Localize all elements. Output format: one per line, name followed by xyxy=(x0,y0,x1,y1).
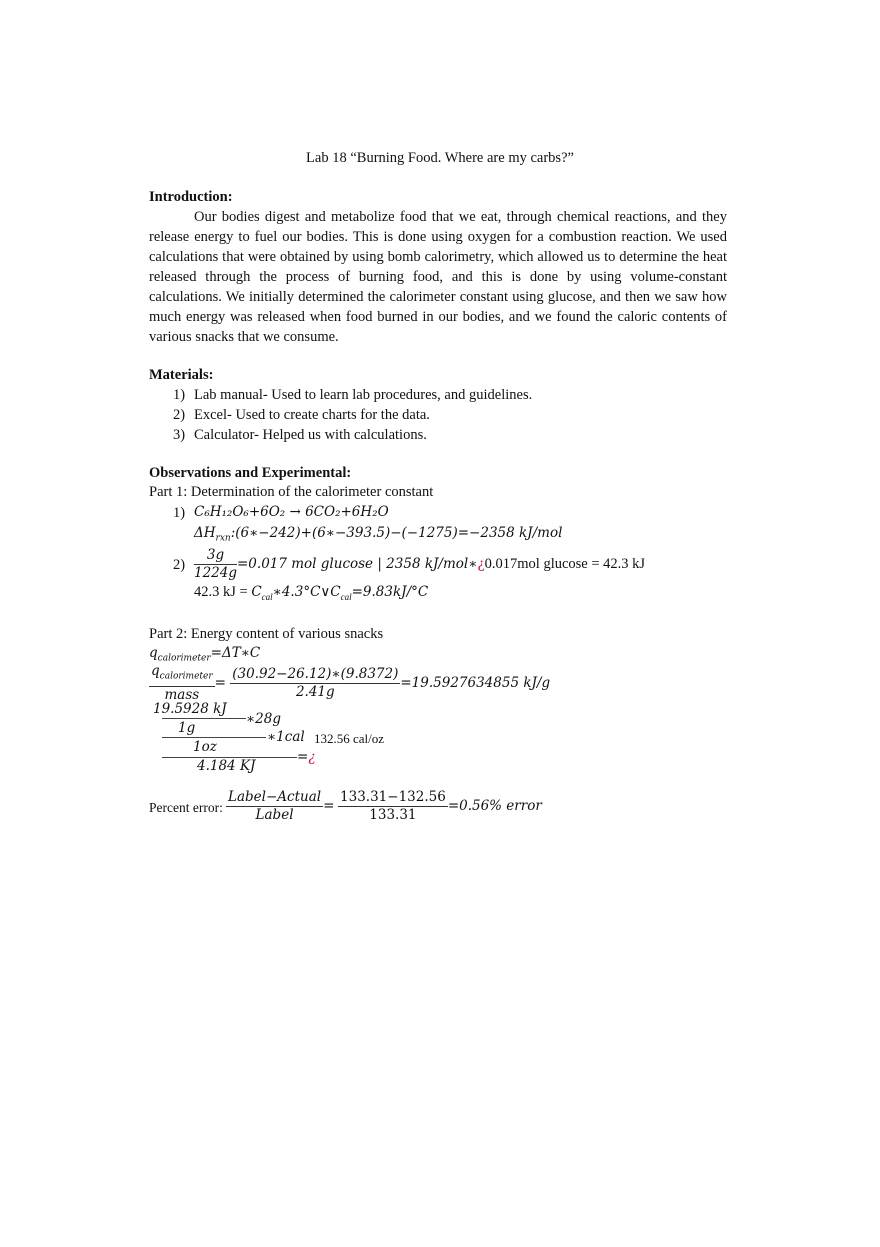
conv-mult-cal: ∗1cal xyxy=(267,729,305,745)
fraction-bar xyxy=(162,718,246,719)
percent-error-equation: $\frac{\text{Label−Actual}}{\text{Label}}$ = $\frac{133.31-132.56}{133.31}$ =0.56% error xyxy=(228,789,542,823)
eq1-number: 1) xyxy=(173,505,186,521)
calorimeter-constant-equation: 42.3 kJ = $C_{cal}∗4.3^\circ C\vee C_{cal}=9.83kJ/^\circ C$ xyxy=(194,584,429,602)
observations-heading: Observations and Experimental: xyxy=(149,465,352,481)
energy-per-gram-equation: $\frac{q_{calorimeter}}{\text{mass}}$ = $\frac{(30.92-26.12)∗(9.8372)}{2.41g}$ =19.5927634855 kJ/g xyxy=(151,663,551,703)
enthalpy-equation: $\Delta H_{rxn}:(6∗-242)+(6∗-393.5)-(-1275)=-2358$ kJ/mol xyxy=(194,525,563,544)
part1-title: Part 1: Determination of the calorimeter constant xyxy=(149,484,434,500)
conv-denominator: 1g xyxy=(178,720,196,736)
conv-ounce: 1oz xyxy=(193,739,217,755)
conv-mult-grams: ∗28g xyxy=(246,711,281,727)
introduction-text: Our bodies digest and metabolize food that we eat, through chemical reactions, and they release energy to fuel our bodies. This is done using oxygen for a combustion reaction. We used calculations that were obtained by using bomb calorimetry, which allowed us to determine the heat released through the process of burning food, and this is done by using volume-constant calculations. We initially determined the calorimeter constant using glucose, and then we saw how much energy was released when food burned in our bodies, and we found the caloric contents of various snacks that we consume. xyxy=(149,209,727,345)
moles-equation: $\frac{3g}{1224g}$ =0.017 mol glucose | 2358 kJ/mol∗¿0.017mol glucose = 42.3 kJ xyxy=(194,547,646,581)
conv-numerator: 19.5928 kJ xyxy=(153,701,227,717)
percent-error-label: Percent error: xyxy=(149,800,223,815)
combustion-equation: C₆H₁₂O₆+6O₂ → 6CO₂+6H₂O xyxy=(194,504,389,520)
introduction-heading: Introduction: xyxy=(149,189,233,205)
materials-heading: Materials: xyxy=(149,367,214,383)
eq2-number: 2) xyxy=(173,557,186,573)
materials-item: 3) Calculator- Helped us with calculations. xyxy=(173,427,427,443)
part2-title: Part 2: Energy content of various snacks xyxy=(149,626,384,642)
introduction-paragraph xyxy=(149,207,727,347)
q-equation: $q_{calorimeter}=\Delta T∗C$ xyxy=(149,645,261,664)
conv-kj: 4.184 KJ xyxy=(197,758,256,774)
conv-equals: =¿ xyxy=(297,749,316,765)
materials-item: 2) Excel- Used to create charts for the data. xyxy=(173,407,430,423)
materials-item: 1) Lab manual- Used to learn lab procedures, and guidelines. xyxy=(173,387,533,403)
document-title: Lab 18 “Burning Food. Where are my carbs?” xyxy=(306,150,574,166)
calories-result: 132.56 cal/oz xyxy=(314,731,385,746)
